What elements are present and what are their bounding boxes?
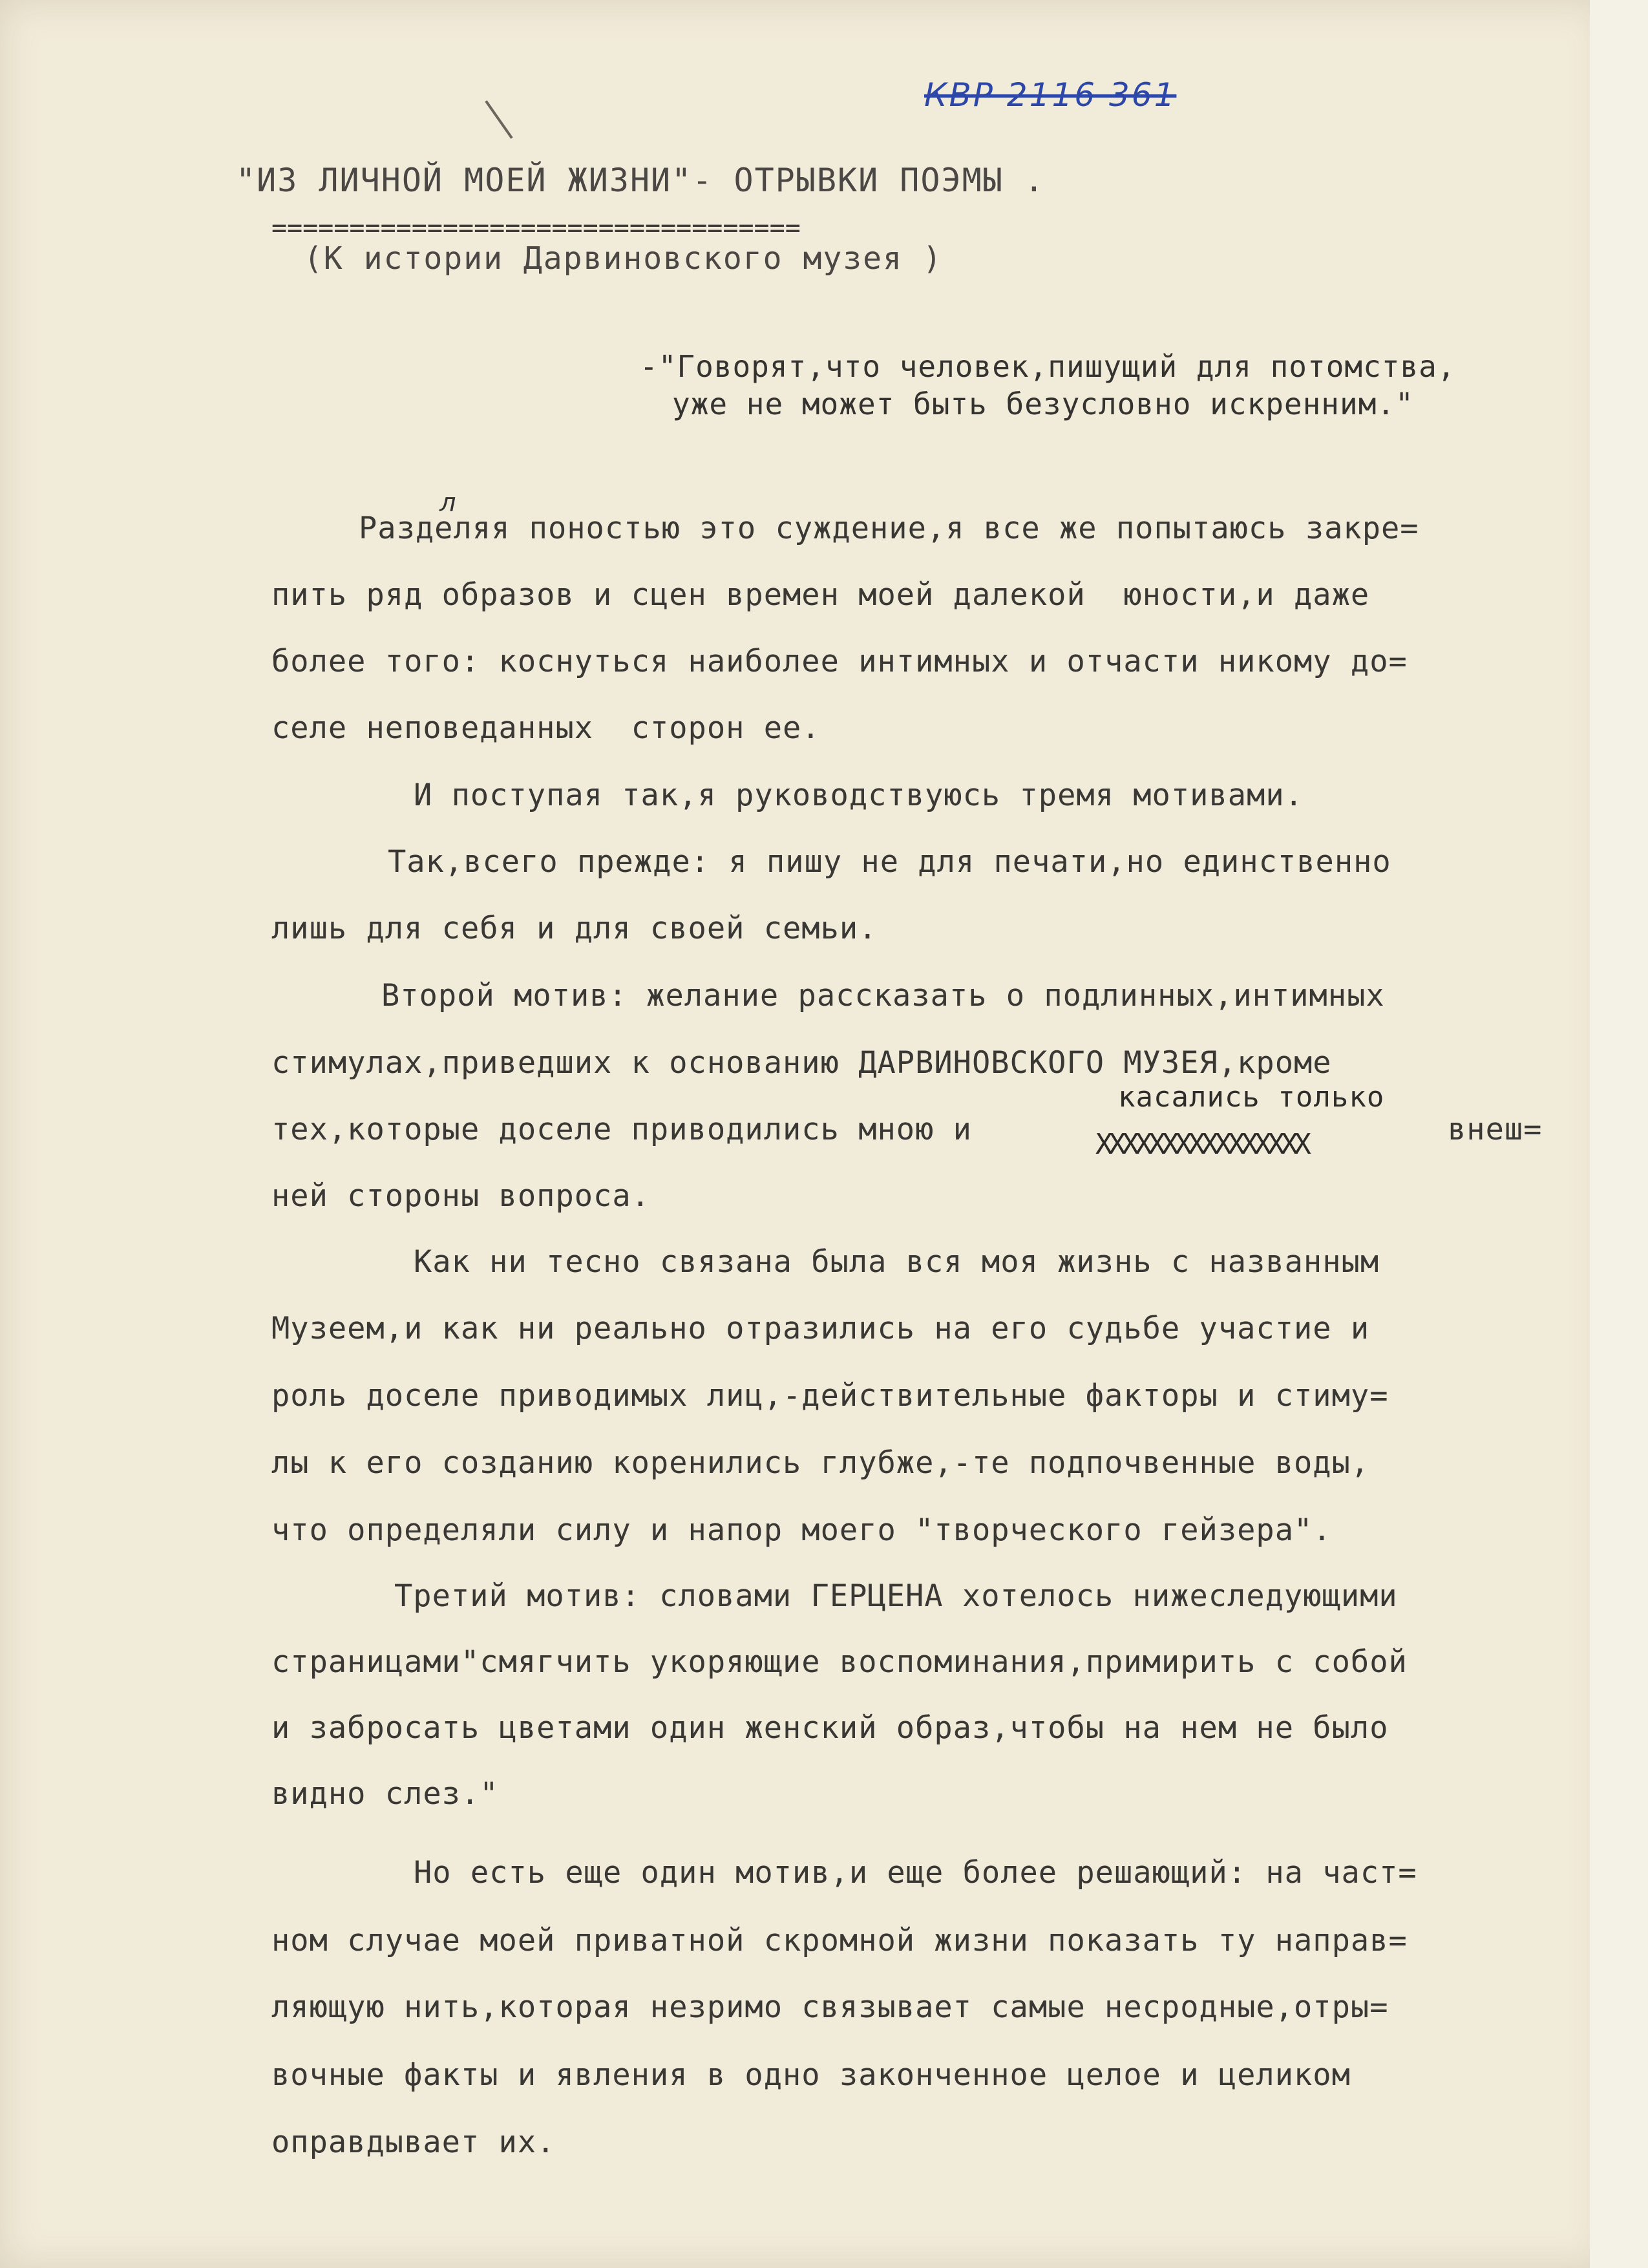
text-line-18: страницами"смягчить укоряющие воспоминания,примирить с собой bbox=[271, 1644, 1408, 1680]
text-line-20: видно слез." bbox=[271, 1776, 499, 1812]
text-line-16: что определяли силу и напор моего "творческого гейзера". bbox=[271, 1512, 1332, 1548]
text-line-7: лишь для себя и для своей семьи. bbox=[271, 911, 878, 946]
text-line-11: ней стороны вопроса. bbox=[271, 1178, 650, 1214]
text-line-5: И поступая так,я руководствуюсь тремя мотивами. bbox=[414, 778, 1304, 813]
text-line-4: селе неповеданных сторон ее. bbox=[271, 710, 821, 746]
text-line-24: вочные факты и явления в одно законченное целое и целиком bbox=[271, 2057, 1351, 2093]
text-line-6: Так,всего прежде: я пишу не для печати,но единственно bbox=[388, 844, 1391, 880]
text-line-10-end: внеш= bbox=[1448, 1112, 1543, 1147]
text-line-9: стимулах,приведших к основанию ДАРВИНОВСКОГО МУЗЕЯ,кроме bbox=[271, 1045, 1332, 1081]
document-subtitle: (К истории Дарвиновского музея ) bbox=[304, 240, 943, 277]
text-line-12: Как ни тесно связана была вся моя жизнь с названным bbox=[414, 1244, 1380, 1280]
struck-out-text: ХХХХХХХХХХХХХХХХ bbox=[1095, 1128, 1307, 1161]
text-line-13: Музеем,и как ни реально отразились на его судьбе участие и bbox=[271, 1311, 1370, 1346]
page-edge-background bbox=[1590, 0, 1648, 2268]
handwritten-correction: л bbox=[439, 488, 456, 518]
inventory-number: КВР 2116 361 bbox=[924, 76, 1177, 114]
text-line-1: Разделяя поностью это суждение,я все же попытаюсь закре= bbox=[359, 511, 1419, 546]
text-line-8: Второй мотив: желание рассказать о подлинных,интимных bbox=[381, 978, 1385, 1013]
text-line-23: ляющую нить,которая незримо связывает самые несродные,отры= bbox=[271, 1989, 1389, 2025]
title-underline-rule: ================================== bbox=[271, 213, 801, 243]
typed-insertion: касались только bbox=[1118, 1081, 1385, 1114]
epigraph-line-2: уже не может быть безусловно искренним." bbox=[672, 387, 1414, 421]
text-line-10: тех,которые доселе приводились мною и bbox=[271, 1112, 972, 1147]
text-line-19: и забросать цветами один женский образ,чтобы на нем не было bbox=[271, 1710, 1389, 1746]
epigraph-line-1: -"Говорят,что человек,пишущий для потомства, bbox=[640, 349, 1456, 384]
text-line-17: Третий мотив: словами ГЕРЦЕНА хотелось нижеследующими bbox=[394, 1578, 1398, 1614]
text-line-25: оправдывает их. bbox=[271, 2125, 556, 2160]
text-line-14: роль доселе приводимых лиц,-действительные факторы и стиму= bbox=[271, 1378, 1389, 1414]
document-title: "ИЗ ЛИЧНОЙ МОЕЙ ЖИЗНИ"- ОТРЫВКИ ПОЭМЫ . bbox=[236, 162, 1045, 199]
text-line-2: пить ряд образов и сцен времен моей далекой юности,и даже bbox=[271, 577, 1370, 613]
text-line-15: лы к его созданию коренились глубже,-те подпочвенные воды, bbox=[271, 1445, 1370, 1481]
text-line-21: Но есть еще один мотив,и еще более решающий: на част= bbox=[414, 1855, 1417, 1891]
text-line-3: более того: коснуться наиболее интимных и отчасти никому до= bbox=[271, 644, 1408, 679]
text-line-22: ном случае моей приватной скромной жизни показать ту направ= bbox=[271, 1923, 1408, 1958]
